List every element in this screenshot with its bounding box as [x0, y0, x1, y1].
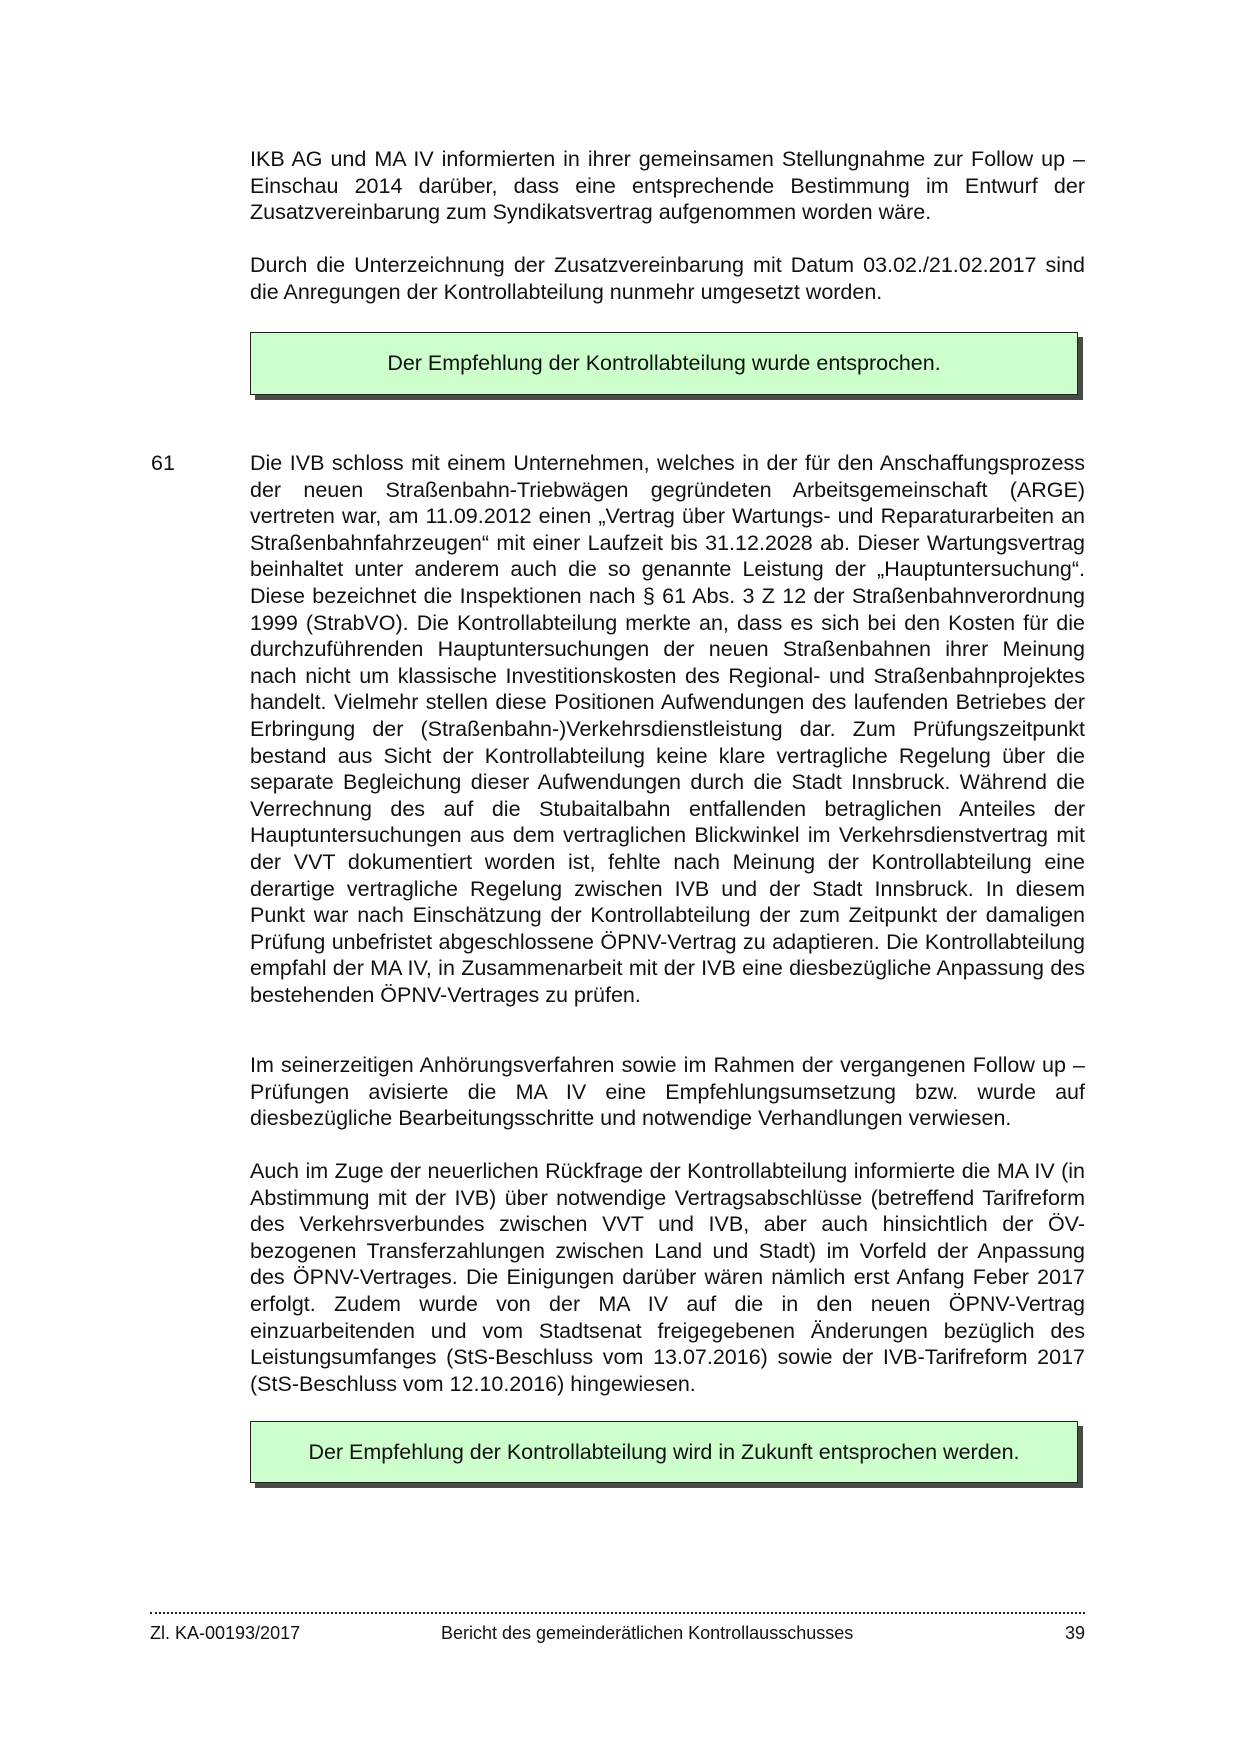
footer-title: Bericht des gemeinderätlichen Kontrollausschusses [441, 1623, 854, 1643]
footer-divider [150, 1612, 1085, 1614]
footer-reference: Zl. KA-00193/2017 [150, 1623, 301, 1643]
paragraph-hearing: Im seinerzeitigen Anhörungsverfahren sowie im Rahmen der vergangenen Follow up – Prüfungen avisierte die MA IV eine Empfehlungsumsetzung bzw. wurde auf diesbezügliche Bearbeitungsschritte und notwendige Verhandlungen verwiesen. [250, 1053, 1085, 1131]
recommendation-box-2 [250, 1421, 1078, 1483]
paragraph-signing: Durch die Unterzeichnung der Zusatzvereinbarung mit Datum 03.02./21.02.2017 sind die Anregungen der Kontrollabteilung nunmehr umgesetzt worden. [250, 253, 1085, 304]
paragraph-number: 61 [151, 451, 175, 475]
paragraph-ikb-statement: IKB AG und MA IV informierten in ihrer gemeinsamen Stellungnahme zur Follow up – Einschau 2014 darüber, dass eine entsprechende Bestimmung im Entwurf der Zusatzvereinbarung zum Syndikatsvertrag aufgenommen worden wäre. [250, 147, 1085, 225]
footer-page-number: 39 [1064, 1623, 1085, 1643]
paragraph-inquiry: Auch im Zuge der neuerlichen Rückfrage der Kontrollabteilung informierte die MA IV (in Abstimmung mit der IVB) über notwendige Vertragsabschlüsse (betreffend Tarifreform des Verkehrsverbundes zwischen VVT und IVB, aber auch hinsichtlich der ÖV-bezogenen Transferzahlungen zwischen Land und Stadt) im Vorfeld der Anpassung des ÖPNV-Vertrages. Die Einigungen darüber wären nämlich erst Anfang Feber 2017 erfolgt. Zudem wurde von der MA IV auf die in den neuen ÖPNV-Vertrag einzuarbeitenden und vom Stadtsenat freigegebenen Änderungen bezüglich des Leistungsumfanges (StS-Beschluss vom 13.07.2016) sowie der IVB-Tarifreform 2017 (StS-Beschluss vom 12.10.2016) hingewiesen. [250, 1159, 1085, 1396]
paragraph-ivb-contract: Die IVB schloss mit einem Unternehmen, welches in der für den Anschaffungsprozess der neuen Straßenbahn-Triebwägen gegründeten Arbeitsgemeinschaft (ARGE) vertreten war, am 11.09.2012 einen „Vertrag über Wartungs- und Reparaturarbeiten an Straßenbahnfahrzeugen“ mit einer Laufzeit bis 31.12.2028 ab. Dieser Wartungsvertrag beinhaltet unter anderem auch die so genannte Leistung der „Hauptuntersuchung“. Diese bezeichnet die Inspektionen nach § 61 Abs. 3 Z 12 der Straßenbahnverordnung 1999 (StrabVO). Die Kontrollabteilung merkte an, dass es sich bei den Kosten für die durchzuführenden Hauptuntersuchungen der neuen Straßenbahnen ihrer Meinung nach nicht um klassische Investitionskosten des Regional- und Straßenbahnprojektes handelt. Vielmehr stellen diese Positionen Aufwendungen des laufenden Betriebes der Erbringung der (Straßenbahn-)Verkehrsdienstleistung dar. Zum Prüfungszeitpunkt bestand aus Sicht der Kontrollabteilung keine klare vertragliche Regelung über die separate Begleichung dieser Aufwendungen durch die Stadt Innsbruck. Während die Verrechnung des auf die Stubaitalbahn entfallenden betraglichen Anteiles der Hauptuntersuchungen aus dem vertraglichen Blickwinkel im Verkehrsdienstvertrag mit der VVT dokumentiert worden ist, fehlte nach Meinung der Kontrollabteilung eine derartige vertragliche Regelung zwischen IVB und der Stadt Innsbruck. In diesem Punkt war nach Einschätzung der Kontrollabteilung der zum Zeitpunkt der damaligen Prüfung unbefristet abgeschlossene ÖPNV-Vertrag zu adaptieren. Die Kontrollabteilung empfahl der MA IV, in Zusammenarbeit mit der IVB eine diesbezügliche Anpassung des bestehenden ÖPNV-Vertrages zu prüfen. [250, 451, 1085, 1007]
recommendation-text-2: Der Empfehlung der Kontrollabteilung wird in Zukunft entsprochen werden. [308, 1439, 1020, 1464]
recommendation-box-1 [250, 332, 1078, 395]
recommendation-text-1: Der Empfehlung der Kontrollabteilung wurde entsprochen. [387, 351, 941, 376]
